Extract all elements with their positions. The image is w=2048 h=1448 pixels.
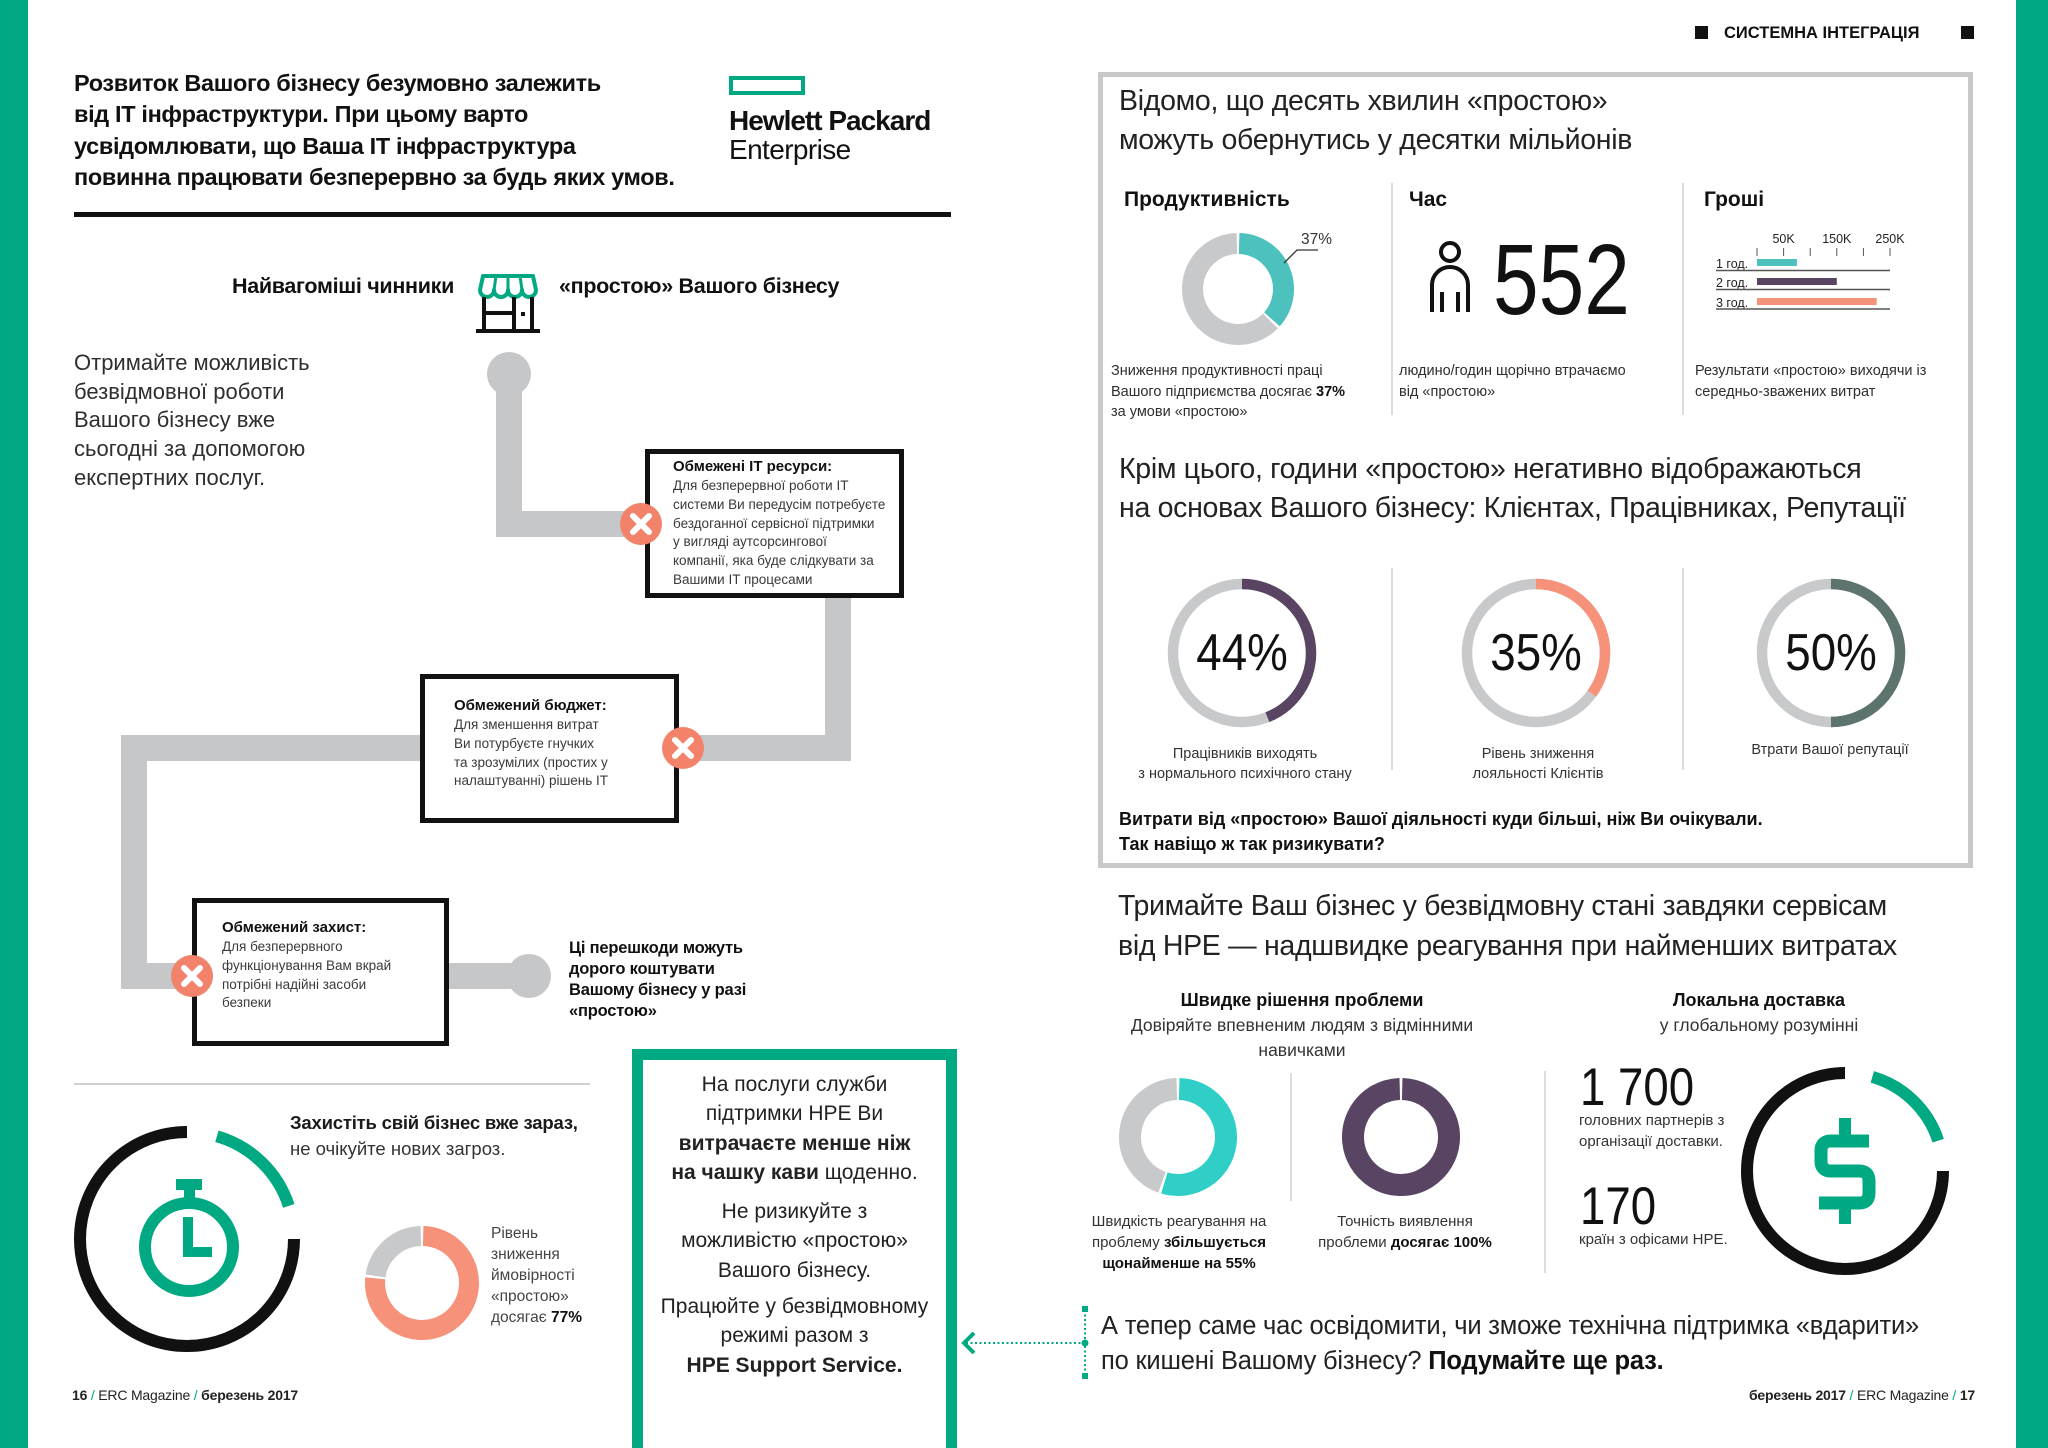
description-line: Втрати Вашої репутації xyxy=(1751,742,1909,758)
title-line: Крім цього, години «простою» негативно відображаються xyxy=(1119,453,1862,485)
downtime-probability-donut xyxy=(362,1223,482,1343)
stopwatch-icon xyxy=(145,1179,233,1291)
local-delivery-heading: Локальна доставка xyxy=(1672,990,1846,1010)
title-line: Відомо, що десять хвилин «простою» xyxy=(1119,85,1608,117)
ring-value-text: 50% xyxy=(1785,624,1877,682)
blocked-x-icon xyxy=(661,726,705,770)
obstacle-body-line: Вашими IT процесами xyxy=(673,571,813,587)
obstacle-card-security xyxy=(192,898,449,1046)
employees-impact-description xyxy=(1095,744,1395,784)
productivity-heading: Продуктивність xyxy=(1124,188,1290,211)
downtime-facts-title xyxy=(1119,82,1632,160)
intro-line: від IT інфраструктури. При цьому варто xyxy=(74,101,529,128)
lost-hours-value: 552 xyxy=(1493,224,1630,336)
ring-value-text: 44% xyxy=(1196,624,1288,682)
detection-accuracy-donut xyxy=(1339,1075,1463,1199)
factors-heading-right: «простою» Вашого бізнесу xyxy=(559,274,840,298)
emblem-ring-green-arc xyxy=(1872,1077,1938,1141)
column-divider xyxy=(1682,183,1684,415)
right-edge-stripe xyxy=(2016,0,2048,1448)
local-delivery-subtitle: у глобальному розумінні xyxy=(1659,1015,1859,1035)
support-service-name: HPE Support Service. xyxy=(686,1353,903,1377)
obstacle-body xyxy=(454,716,608,791)
description-line: з нормального психічного стану xyxy=(1138,766,1352,782)
obstacle-title: Обмежені IT ресурси: xyxy=(673,458,833,475)
obstacle-body-line: Для безперервної роботи IT xyxy=(673,478,849,493)
column-divider xyxy=(1391,183,1393,415)
obstacles-note-line: «простою» xyxy=(569,1002,657,1020)
obstacle-body-line: та зрозумілих (простих у xyxy=(454,754,608,770)
obstacle-card-budget xyxy=(420,674,679,823)
downtime-conclusion xyxy=(1119,807,1763,857)
footer-separator: / xyxy=(193,1387,198,1403)
intro-line: усвідомлювати, що Ваша IT інфраструктура xyxy=(74,132,576,159)
description-line: головних партнерів з xyxy=(1579,1112,1725,1129)
obstacle-title: Обмежений бюджет: xyxy=(454,697,607,714)
emblem-ring-green-arc xyxy=(217,1136,289,1206)
description-line xyxy=(1255,1232,1555,1253)
blocked-x-icon xyxy=(170,954,214,998)
detection-accuracy-description xyxy=(1255,1211,1555,1253)
obstacle-body-line: Ви потурбуєте гнучких xyxy=(454,735,594,751)
description-text: проблеми xyxy=(1318,1234,1387,1251)
label-line: «простою» xyxy=(491,1288,569,1305)
obstacle-body-line: налаштуванні) рішень IT xyxy=(454,773,609,789)
fast-fix-heading: Швидке рішення проблеми xyxy=(1180,990,1424,1010)
fast-fix-subtitle xyxy=(1102,1013,1502,1063)
label-prefix: досягає xyxy=(491,1309,547,1326)
support-paragraph xyxy=(643,1070,946,1187)
obstacle-body xyxy=(673,477,885,590)
left-page-footer xyxy=(72,1386,298,1404)
path-end-node xyxy=(507,954,551,998)
person-icon xyxy=(1428,240,1472,314)
support-line: Працюйте у безвідмовному xyxy=(660,1295,929,1319)
bar-label: 1 год. xyxy=(1716,257,1749,271)
page-number: 16 xyxy=(72,1387,88,1403)
description-line: людино/годин щорічно втрачаємо xyxy=(1399,363,1626,379)
label-line: ймовірності xyxy=(491,1267,575,1284)
cost-emblem xyxy=(1735,1061,1955,1281)
factors-heading-left: Найвагоміші чинники xyxy=(231,274,454,298)
dollar-icon xyxy=(1819,1118,1869,1224)
bar-1-hour xyxy=(1757,259,1797,266)
obstacle-title: Обмежений захист: xyxy=(222,919,367,936)
description-line: Працівників виходять xyxy=(1172,746,1318,762)
description-line: Результати «простою» виходячи із xyxy=(1695,363,1927,379)
conclusion-line: Витрати від «простою» Вашої діяльності куди більші, ніж Ви очікували. xyxy=(1119,809,1763,829)
stopwatch-emblem xyxy=(67,1119,307,1359)
donut-value-arc xyxy=(1164,1089,1226,1185)
countries-count: 170 xyxy=(1580,1177,1657,1236)
intro-line: Розвиток Вашого бізнесу безумовно залежить xyxy=(74,70,601,96)
label-line: Рівень xyxy=(491,1225,539,1242)
hpe-logo-suffix: Enterprise xyxy=(729,134,851,165)
connector-joint-dot xyxy=(1082,1340,1089,1347)
title-line: Тримайте Ваш бізнес у безвідмовну стані завдяки сервісам xyxy=(1118,890,1887,922)
obstacle-card-it-resources xyxy=(645,449,904,598)
section-divider xyxy=(74,1083,590,1085)
downtime-probability-label xyxy=(491,1223,582,1328)
impact-title xyxy=(1119,450,1906,528)
subtitle-line: Довіряйте впевненим людям з відмінними xyxy=(1130,1015,1474,1035)
conclusion-line: Так навіщо ж так ризикувати? xyxy=(1119,834,1385,854)
description-line xyxy=(1111,382,1345,403)
donut-value-arc xyxy=(1239,244,1283,320)
support-line: режимі разом з xyxy=(720,1324,869,1348)
money-bar-chart xyxy=(1700,225,1915,315)
obstacle-body-line: безпеки xyxy=(222,995,272,1011)
obstacle-body xyxy=(222,938,391,1013)
bar-2-hours xyxy=(1757,278,1837,285)
bar-3-hours xyxy=(1757,298,1877,305)
description-line: від «простою» xyxy=(1399,383,1496,400)
connector-end-square xyxy=(1082,1306,1088,1312)
title-line: від HPE — надшвидке реагування при найменших витратах xyxy=(1118,930,1897,962)
time-description xyxy=(1399,361,1626,402)
obstacles-note-line: Ці перешкоди можуть xyxy=(569,939,743,957)
obstacle-body-line: у вигляді аутсорсингової xyxy=(673,534,827,550)
page-number: 17 xyxy=(1959,1387,1975,1403)
obstacle-body-line: функціонування Вам вкрай xyxy=(222,957,392,973)
intro-line: повинна працювати безперервно за будь яких умов. xyxy=(74,163,675,190)
donut-value-arc xyxy=(1353,1089,1449,1185)
closing-line xyxy=(1101,1344,1919,1379)
footer-separator: / xyxy=(1952,1387,1957,1403)
title-line: на основах Вашого бізнесу: Клієнтах, Працівниках, Репутації xyxy=(1119,492,1906,524)
closing-statement xyxy=(1101,1309,1919,1379)
obstacle-body-line: потрібні надійні засоби xyxy=(222,976,367,992)
section-marker-square xyxy=(1695,26,1708,39)
side-text-line: Вашого бізнесу вже xyxy=(74,407,276,433)
side-text-line: Отримайте можливість xyxy=(74,350,310,375)
description-line: організації доставки. xyxy=(1579,1133,1723,1150)
money-description xyxy=(1695,361,1926,402)
obstacle-body-line: бездоганної сервісної підтримки xyxy=(673,515,875,531)
label-line: зниження xyxy=(491,1246,560,1263)
tick-label: 150K xyxy=(1822,232,1852,246)
connector-end-square xyxy=(1082,1373,1088,1379)
bar-label: 2 год. xyxy=(1716,276,1749,290)
description-value: 37% xyxy=(1316,383,1346,400)
obstacle-body-line: Для безперервного xyxy=(222,939,343,954)
support-text-rest: щоденно. xyxy=(824,1160,918,1184)
ring-value-text: 35% xyxy=(1490,624,1582,682)
tick-label: 50K xyxy=(1772,232,1795,246)
closing-line: А тепер саме час освідомити, чи зможе технічна підтримка «вдарити» xyxy=(1101,1312,1920,1340)
blocked-x-icon xyxy=(619,502,663,546)
description-line: Швидкість реагування на xyxy=(1091,1213,1267,1230)
closing-text: по кишені Вашому бізнесу? xyxy=(1101,1347,1422,1375)
employees-impact-value xyxy=(1167,578,1317,728)
donut-remainder-arc xyxy=(376,1236,421,1276)
magazine-name: ERC Magazine xyxy=(98,1387,191,1403)
column-divider xyxy=(1391,568,1393,770)
services-title xyxy=(1118,886,1897,966)
obstacles-note-line: дорого коштувати xyxy=(569,960,715,978)
side-text-line: безвідмовної роботи xyxy=(74,378,285,404)
description-line: Рівень зниження xyxy=(1481,746,1595,762)
title-line: можуть обернутись у десятки мільйонів xyxy=(1119,124,1633,156)
description-line: лояльності Клієнтів xyxy=(1472,766,1604,782)
support-line xyxy=(643,1158,946,1187)
closing-call-to-action: Подумайте ще раз. xyxy=(1428,1347,1664,1375)
probability-value: 77% xyxy=(550,1309,582,1326)
description-text: Вашого підприємства досягає xyxy=(1111,383,1312,400)
description-text: проблему xyxy=(1091,1234,1160,1251)
obstacle-body-line: системи Ви передусім потребуєте xyxy=(673,496,886,512)
money-heading: Гроші xyxy=(1704,188,1765,211)
subtitle-line: навичками xyxy=(1258,1040,1346,1060)
tick-label: 250K xyxy=(1875,232,1905,246)
support-line: можливістю «простою» xyxy=(681,1229,908,1253)
donut-remainder-arc xyxy=(1130,1089,1177,1182)
description-line: Точність виявлення xyxy=(1337,1213,1473,1230)
obstacles-note-line: Вашому бізнесу у разі xyxy=(569,981,747,999)
support-line: На послуги служби xyxy=(701,1073,888,1096)
countries-description xyxy=(1579,1229,1728,1250)
hpe-logo-name: Hewlett Packard xyxy=(729,105,931,136)
issue-date: березень 2017 xyxy=(201,1387,299,1403)
support-line: Не ризикуйте з xyxy=(721,1200,868,1224)
support-callout-text xyxy=(643,1070,946,1380)
right-page-footer xyxy=(1575,1386,1975,1404)
description-line: середньо-зважених витрат xyxy=(1695,383,1876,400)
response-speed-donut xyxy=(1116,1075,1240,1199)
description-line: Зниження продуктивності праці xyxy=(1111,363,1323,379)
side-text-line: експертних послуг. xyxy=(74,464,266,490)
column-divider xyxy=(1290,1073,1292,1201)
callout-connector xyxy=(955,1300,1095,1390)
reputation-impact-description xyxy=(1680,740,1980,760)
section-label: СИСТЕМНА ІНТЕГРАЦІЯ xyxy=(1724,24,1920,42)
support-emphasis: на чашку кави xyxy=(671,1160,819,1184)
side-text-line: сьогодні за допомогою xyxy=(74,436,306,462)
magazine-name: ERC Magazine xyxy=(1856,1387,1949,1403)
path-segment xyxy=(676,594,838,748)
description-emphasis: досягає 100% xyxy=(1390,1234,1492,1251)
partners-description xyxy=(1579,1110,1724,1152)
support-line: Вашого бізнесу. xyxy=(717,1258,872,1282)
description-emphasis: збільшується xyxy=(1163,1234,1267,1251)
protect-subtitle: не очікуйте нових загроз. xyxy=(290,1138,506,1159)
description-line: країн з офісами HPE. xyxy=(1579,1231,1728,1248)
partners-count: 1 700 xyxy=(1580,1058,1695,1117)
footer-separator: / xyxy=(90,1387,95,1403)
footer-separator: / xyxy=(1849,1387,1854,1403)
support-line: підтримки HPE Ви xyxy=(705,1102,884,1126)
obstacles-note xyxy=(569,938,746,1022)
description-line: за умови «простою» xyxy=(1111,404,1248,420)
section-marker-square xyxy=(1961,26,1974,39)
obstacle-body-line: Для зменшення витрат xyxy=(454,717,599,732)
support-line-bold: витрачаєте менше ніж xyxy=(678,1131,911,1155)
bar-label: 3 год. xyxy=(1716,296,1749,310)
productivity-description xyxy=(1111,361,1345,423)
reputation-impact-value xyxy=(1756,578,1906,728)
productivity-donut-label: 37% xyxy=(1301,231,1333,248)
support-paragraph xyxy=(643,1292,946,1380)
clients-impact-value xyxy=(1461,578,1611,728)
issue-date: березень 2017 xyxy=(1748,1387,1846,1403)
obstacle-body-line: компанії, яка буде слідкувати за xyxy=(673,553,874,569)
description-emphasis: щонайменше на 55% xyxy=(1102,1255,1256,1272)
protect-title: Захистіть свій бізнес вже зараз, xyxy=(290,1112,578,1133)
label-line xyxy=(491,1307,582,1328)
support-paragraph xyxy=(643,1197,946,1285)
clients-impact-description xyxy=(1388,744,1688,784)
time-heading: Час xyxy=(1409,188,1448,211)
